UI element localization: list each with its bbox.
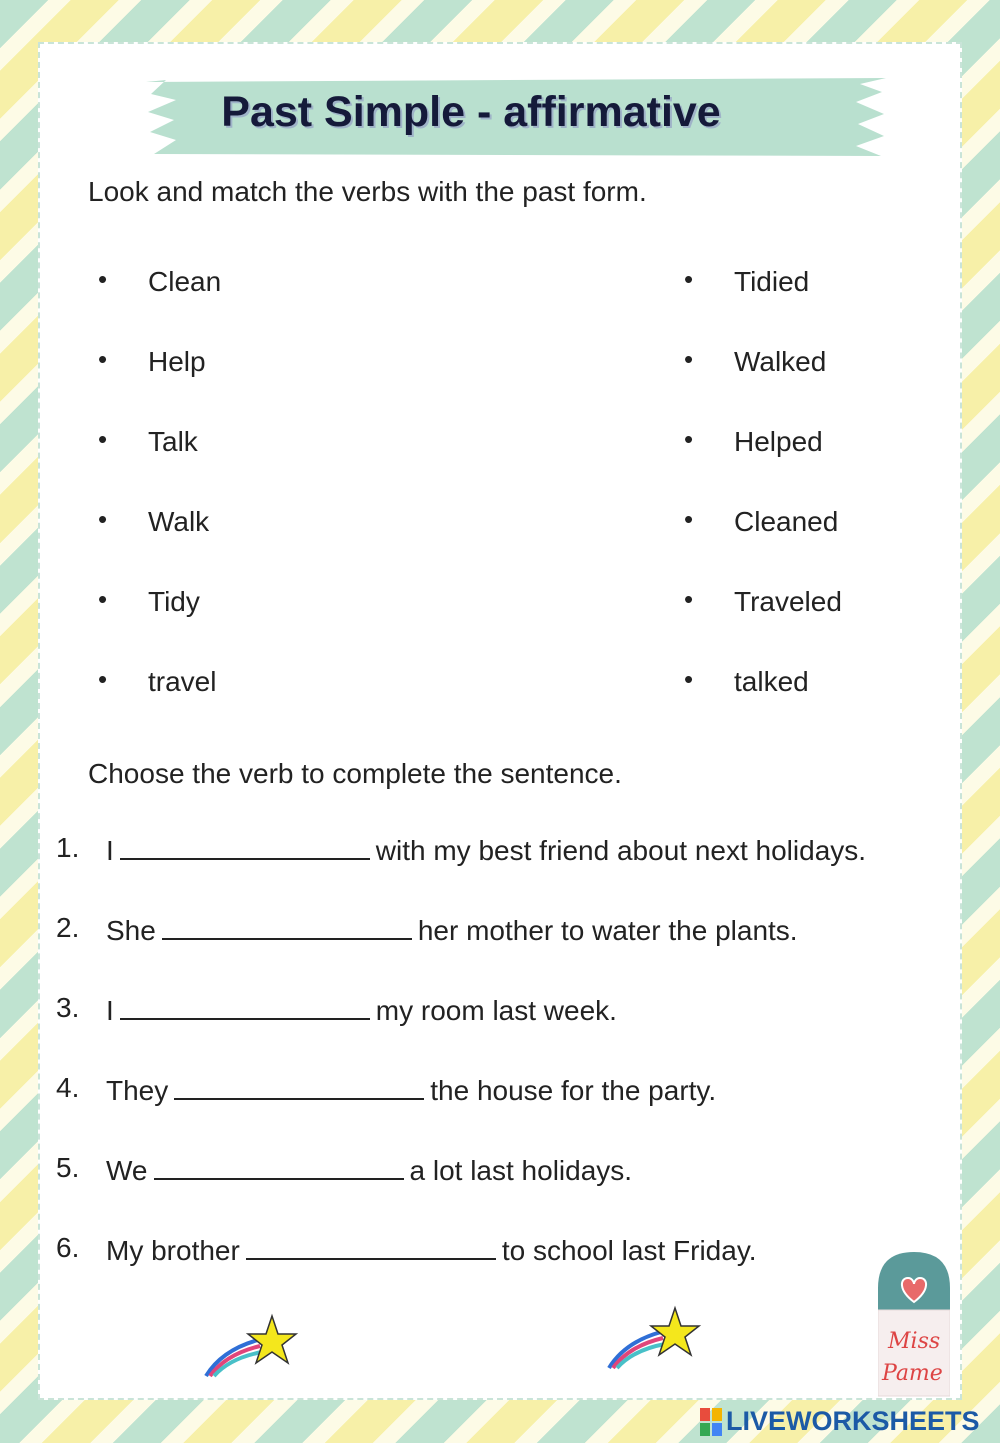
svg-text:Pame: Pame [882,1361,943,1386]
past-form-word: talked [734,666,809,697]
verb-word: Walk [148,506,210,537]
sentence-start: We [106,1155,148,1186]
sentence-end: her mother to water the plants. [417,915,798,946]
bullet: • [98,424,108,454]
verb-word: travel [148,666,217,697]
sentence-end: a lot last holidays. [409,1155,633,1186]
verb-word: Help [148,346,206,377]
shooting-star-icon [200,1310,300,1380]
footer-brand-text: LIVEWORKSHEETS [726,1406,980,1436]
answer-blank[interactable] [120,832,370,860]
complete-instruction: Choose the verb to complete the sentence. [88,758,622,789]
sentence-number: 1. [56,832,80,863]
sentence-number: 6. [56,1232,80,1263]
sentence-number: 3. [56,992,80,1023]
page-title: Past Simple - affirmative [221,88,721,136]
shooting-star-icon [603,1302,703,1372]
sentence-number: 5. [56,1152,80,1183]
sentence-row [56,1068,956,1148]
title-banner [146,76,886,158]
svg-text:Miss: Miss [888,1329,941,1354]
bullet: • [98,344,108,374]
bullet: • [684,424,694,454]
sentence-end: my room last week. [375,995,617,1026]
past-form-word: Traveled [734,586,842,617]
sentence-end: the house for the party. [430,1075,717,1106]
author-badge [878,1252,950,1398]
bullet: • [98,264,108,294]
bullet: • [684,664,694,694]
bullet: • [98,664,108,694]
sentence-number: 2. [56,912,80,943]
sentence-list [56,828,956,1308]
bullet: • [684,584,694,614]
liveworksheets-logo-icon [700,1408,722,1436]
footer-brand[interactable] [700,1406,996,1440]
sentence-start: I [106,835,114,866]
verb-word: Clean [148,266,222,297]
sentence-number: 4. [56,1072,80,1103]
bullet: • [684,504,694,534]
answer-blank[interactable] [246,1232,496,1260]
past-form-word: Cleaned [734,506,839,537]
past-form-word: Walked [734,346,827,377]
verb-word: Talk [148,426,198,457]
sentence-start: My brother [106,1235,240,1266]
bullet: • [98,584,108,614]
past-form-word: Tidied [734,266,810,297]
match-instruction: Look and match the verbs with the past form. [88,176,647,207]
bullet: • [684,344,694,374]
sentence-start: They [106,1075,169,1106]
sentence-start: I [106,995,114,1026]
sentence-row [56,828,956,908]
past-form-word: Helped [734,426,823,457]
sentence-row [56,988,956,1068]
sentence-end: with my best friend about next holidays. [375,835,867,866]
sentence-row [56,908,956,988]
answer-blank[interactable] [174,1072,424,1100]
sentence-start: She [106,915,156,946]
bullet: • [684,264,694,294]
answer-blank[interactable] [120,992,370,1020]
sentence-row [56,1228,956,1308]
sentence-end: to school last Friday. [501,1235,757,1266]
answer-blank[interactable] [162,912,412,940]
answer-blank[interactable] [154,1152,404,1180]
sentence-row [56,1148,956,1228]
verb-word: Tidy [148,586,200,617]
bullet: • [98,504,108,534]
